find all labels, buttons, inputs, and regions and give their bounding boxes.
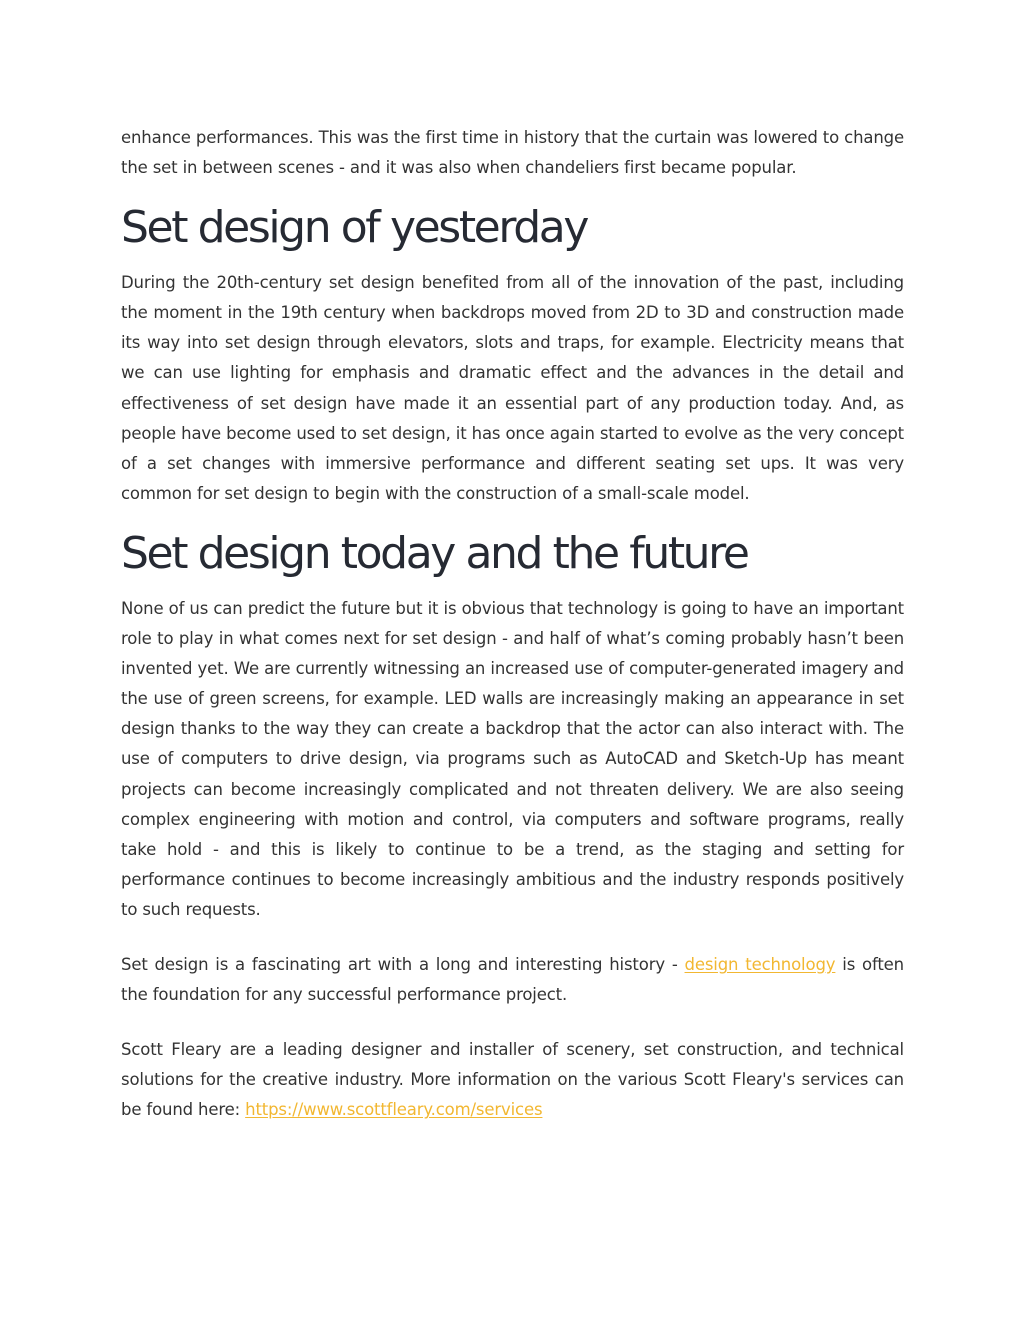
- about-text: Scott Fleary are a leading designer and installer of scenery, set construction, and technical solutions for the creative industry. More information on the various Scott Fleary's services can be found here:: [121, 1040, 904, 1120]
- closing-paragraph: [121, 950, 904, 1010]
- section-heading-future: Set design today and the future: [121, 527, 748, 579]
- intro-paragraph: enhance performances. This was the first time in history that the curtain was lowered to change the set in between scenes - and it was also when chandeliers first became popular.: [121, 128, 904, 178]
- section-heading-yesterday: Set design of yesterday: [121, 202, 587, 254]
- yesterday-paragraph: During the 20th-century set design benefited from all of the innovation of the past, including the moment in the 19th century when backdrops moved from 2D to 3D and construction made its way into set design through elevators, slots and traps, for example. Electricity means that we can use lighting for emphasis and dramatic effect and the advances in the detail and effectiveness of set design have made it an essential part of any production today. And, as people have become used to set design, it has once again started to evolve as the very concept of a set changes with immersive performance and different seating set ups. It was very common for set design to begin with the construction of a small-scale model.: [121, 273, 904, 503]
- design-technology-link[interactable]: design technology: [684, 954, 836, 974]
- closing-text-after: is often the foundation for any successful performance project.: [121, 954, 904, 1005]
- services-link[interactable]: https://www.scottfleary.com/services: [245, 1100, 543, 1120]
- future-paragraph: None of us can predict the future but it is obvious that technology is going to have an important role to play in what comes next for set design - and half of what’s coming probably hasn’t been invented yet. We are currently witnessing an increased use of computer-generated imagery and the use of green screens, for example. LED walls are increasingly making an appearance in set design thanks to the way they can create a backdrop that the actor can also interact with. The use of computers to drive design, via programs such as AutoCAD and Sketch-Up has meant projects can become increasingly complicated and not threaten delivery. We are also seeing complex engineering with motion and control, via computers and software programs, really take hold - and this is likely to continue to be a trend, as the staging and setting for performance continues to become increasingly ambitious and the industry responds positively to such requests.: [121, 598, 904, 919]
- document-page: [121, 123, 904, 1125]
- about-paragraph: [121, 1035, 904, 1125]
- closing-text-before: Set design is a fascinating art with a long and interesting history -: [121, 954, 685, 974]
